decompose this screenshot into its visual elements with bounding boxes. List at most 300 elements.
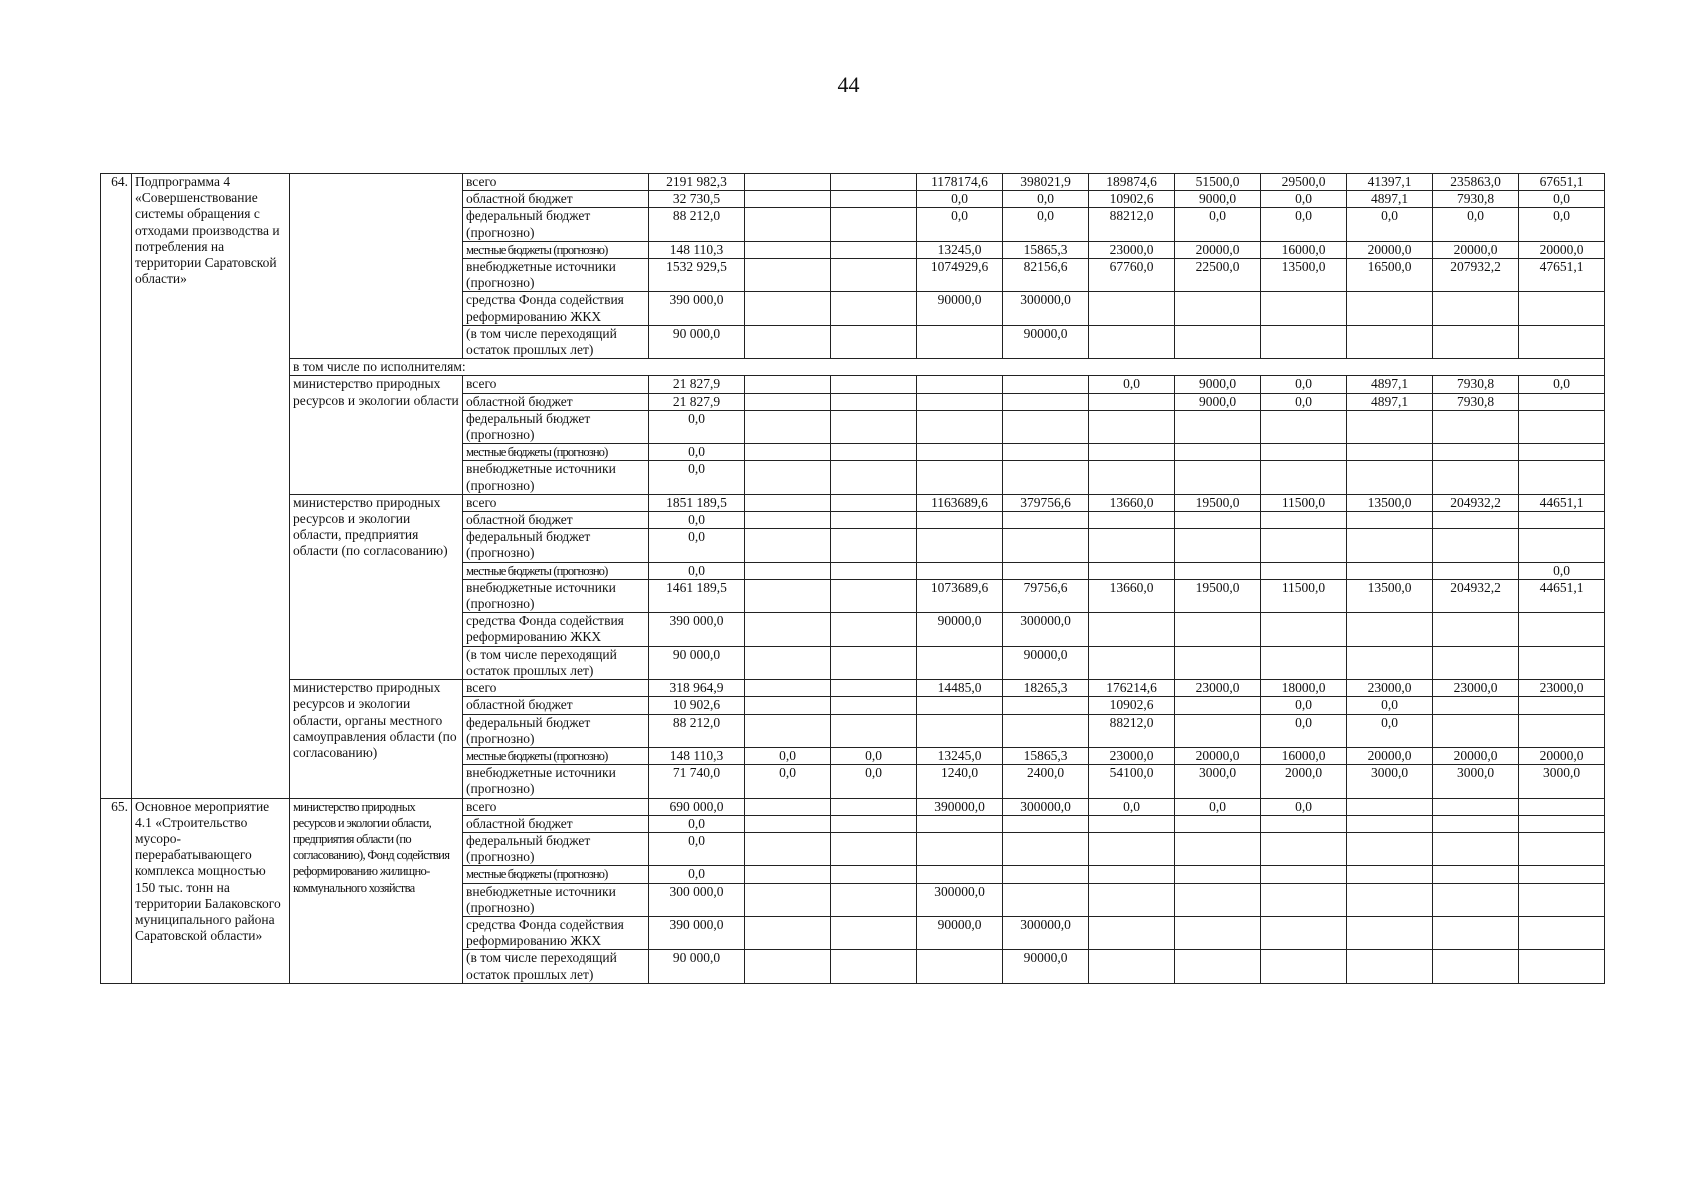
value-cell <box>831 798 917 815</box>
value-cell <box>1089 832 1175 865</box>
value-cell: 90 000,0 <box>649 646 745 679</box>
value-cell: 0,0 <box>1089 798 1175 815</box>
value-cell: 1851 189,5 <box>649 494 745 511</box>
value-cell <box>1261 815 1347 832</box>
value-cell <box>745 461 831 494</box>
value-cell <box>1089 646 1175 679</box>
value-cell <box>1519 512 1605 529</box>
value-cell: 300000,0 <box>1003 613 1089 646</box>
value-cell <box>1433 697 1519 714</box>
value-cell: 390000,0 <box>917 798 1003 815</box>
executor-cell: министерство природных ресурсов и экологии области <box>290 376 463 494</box>
funding-source-cell <box>463 444 649 461</box>
value-cell <box>1261 562 1347 579</box>
funding-source-cell: областной бюджет <box>463 697 649 714</box>
value-cell: 15865,3 <box>1003 241 1089 258</box>
value-cell: 14485,0 <box>917 680 1003 697</box>
value-cell: 390 000,0 <box>649 916 745 949</box>
value-cell <box>745 646 831 679</box>
value-cell <box>917 376 1003 393</box>
value-cell: 20000,0 <box>1433 747 1519 764</box>
value-cell: 9000,0 <box>1175 191 1261 208</box>
value-cell: 0,0 <box>1519 191 1605 208</box>
value-cell: 10 902,6 <box>649 697 745 714</box>
funding-source-cell: (в том числе переходящий остаток прошлых лет) <box>463 646 649 679</box>
value-cell <box>1433 916 1519 949</box>
value-cell: 1073689,6 <box>917 579 1003 612</box>
value-cell: 7930,8 <box>1433 393 1519 410</box>
value-cell: 3000,0 <box>1433 765 1519 798</box>
value-cell <box>831 393 917 410</box>
table-row <box>101 798 1605 815</box>
value-cell: 90000,0 <box>1003 950 1089 983</box>
value-cell <box>1089 613 1175 646</box>
funding-source-cell <box>463 562 649 579</box>
value-cell: 390 000,0 <box>649 292 745 325</box>
value-cell <box>1003 883 1089 916</box>
value-cell: 3000,0 <box>1519 765 1605 798</box>
value-cell <box>745 325 831 358</box>
value-cell <box>1347 562 1433 579</box>
table-row <box>101 359 1605 376</box>
funding-source-cell: федеральный бюджет (прогнозно) <box>463 832 649 865</box>
value-cell: 1532 929,5 <box>649 259 745 292</box>
value-cell <box>917 529 1003 562</box>
value-cell: 88212,0 <box>1089 208 1175 241</box>
value-cell <box>1089 325 1175 358</box>
value-cell: 4897,1 <box>1347 376 1433 393</box>
funding-source-cell: внебюджетные источники (прогнозно) <box>463 579 649 612</box>
value-cell <box>1519 916 1605 949</box>
value-cell <box>1433 613 1519 646</box>
value-cell <box>831 444 917 461</box>
value-cell <box>1175 883 1261 916</box>
value-cell <box>831 950 917 983</box>
value-cell: 20000,0 <box>1175 241 1261 258</box>
value-cell <box>1519 697 1605 714</box>
value-cell: 0,0 <box>1175 208 1261 241</box>
value-cell: 10902,6 <box>1089 697 1175 714</box>
value-cell <box>1433 866 1519 883</box>
value-cell <box>831 613 917 646</box>
value-cell <box>745 529 831 562</box>
value-cell <box>1433 883 1519 916</box>
funding-source-cell: всего <box>463 798 649 815</box>
value-cell <box>1347 950 1433 983</box>
value-cell: 41397,1 <box>1347 174 1433 191</box>
funding-source-cell: средства Фонда содействия реформированию ЖКХ <box>463 916 649 949</box>
value-cell <box>831 646 917 679</box>
value-cell <box>1261 916 1347 949</box>
value-cell <box>1433 529 1519 562</box>
value-cell: 71 740,0 <box>649 765 745 798</box>
value-cell: 204932,2 <box>1433 579 1519 612</box>
value-cell <box>831 410 917 443</box>
value-cell <box>1003 461 1089 494</box>
value-cell: 44651,1 <box>1519 494 1605 511</box>
value-cell <box>1003 832 1089 865</box>
value-cell: 300000,0 <box>1003 798 1089 815</box>
value-cell <box>1089 393 1175 410</box>
value-cell <box>1347 798 1433 815</box>
executor-cell <box>290 174 463 359</box>
value-cell <box>917 444 1003 461</box>
value-cell <box>1519 714 1605 747</box>
value-cell: 0,0 <box>831 765 917 798</box>
value-cell <box>1175 325 1261 358</box>
value-cell <box>1347 815 1433 832</box>
value-cell <box>1175 916 1261 949</box>
value-cell <box>917 461 1003 494</box>
value-cell <box>1089 444 1175 461</box>
value-cell <box>1261 325 1347 358</box>
value-cell <box>1347 325 1433 358</box>
value-cell <box>1261 461 1347 494</box>
funding-source-cell: федеральный бюджет (прогнозно) <box>463 529 649 562</box>
value-cell: 2400,0 <box>1003 765 1089 798</box>
funding-source-cell: областной бюджет <box>463 393 649 410</box>
value-cell <box>745 680 831 697</box>
value-cell <box>745 798 831 815</box>
value-cell: 0,0 <box>649 866 745 883</box>
value-cell <box>1347 529 1433 562</box>
value-cell <box>1433 512 1519 529</box>
value-cell <box>1175 529 1261 562</box>
row-number: 65. <box>101 798 132 983</box>
value-cell <box>1175 461 1261 494</box>
value-cell <box>745 191 831 208</box>
value-cell: 47651,1 <box>1519 259 1605 292</box>
value-cell: 23000,0 <box>1519 680 1605 697</box>
value-cell <box>831 191 917 208</box>
value-cell <box>1347 646 1433 679</box>
table-row <box>101 174 1605 191</box>
value-cell: 13500,0 <box>1347 494 1433 511</box>
table-row <box>101 376 1605 393</box>
value-cell <box>1519 646 1605 679</box>
value-cell <box>1519 950 1605 983</box>
value-cell: 32 730,5 <box>649 191 745 208</box>
funding-source-cell: федеральный бюджет (прогнозно) <box>463 208 649 241</box>
value-cell <box>745 512 831 529</box>
value-cell <box>1433 714 1519 747</box>
value-cell: 90000,0 <box>917 613 1003 646</box>
value-cell <box>1003 714 1089 747</box>
value-cell: 88 212,0 <box>649 208 745 241</box>
value-cell <box>917 325 1003 358</box>
value-cell <box>831 562 917 579</box>
value-cell <box>1347 444 1433 461</box>
value-cell: 398021,9 <box>1003 174 1089 191</box>
value-cell <box>831 241 917 258</box>
value-cell <box>745 866 831 883</box>
funding-source-label: местные бюджеты (прогнозно) <box>466 242 608 257</box>
funding-source-cell: (в том числе переходящий остаток прошлых лет) <box>463 325 649 358</box>
value-cell: 88 212,0 <box>649 714 745 747</box>
value-cell: 4897,1 <box>1347 191 1433 208</box>
value-cell <box>831 292 917 325</box>
value-cell: 23000,0 <box>1089 241 1175 258</box>
value-cell: 0,0 <box>649 512 745 529</box>
value-cell <box>1003 697 1089 714</box>
value-cell <box>1003 393 1089 410</box>
value-cell <box>1261 950 1347 983</box>
value-cell: 1163689,6 <box>917 494 1003 511</box>
value-cell: 0,0 <box>1175 798 1261 815</box>
value-cell <box>831 832 917 865</box>
value-cell <box>831 579 917 612</box>
value-cell <box>1175 292 1261 325</box>
value-cell: 9000,0 <box>1175 376 1261 393</box>
value-cell <box>831 866 917 883</box>
value-cell: 1178174,6 <box>917 174 1003 191</box>
value-cell: 0,0 <box>1003 191 1089 208</box>
value-cell: 0,0 <box>1261 191 1347 208</box>
value-cell <box>745 697 831 714</box>
value-cell: 0,0 <box>1519 376 1605 393</box>
value-cell <box>1089 529 1175 562</box>
value-cell: 0,0 <box>1519 208 1605 241</box>
value-cell <box>1175 815 1261 832</box>
value-cell <box>831 208 917 241</box>
funding-source-cell: средства Фонда содействия реформированию ЖКХ <box>463 292 649 325</box>
value-cell <box>917 697 1003 714</box>
value-cell <box>1519 866 1605 883</box>
value-cell: 0,0 <box>649 815 745 832</box>
value-cell <box>1261 444 1347 461</box>
value-cell <box>831 529 917 562</box>
funding-source-cell <box>463 866 649 883</box>
value-cell <box>1175 562 1261 579</box>
value-cell: 0,0 <box>1347 697 1433 714</box>
value-cell: 0,0 <box>1261 697 1347 714</box>
value-cell <box>745 393 831 410</box>
table-row <box>101 494 1605 511</box>
value-cell: 16000,0 <box>1261 747 1347 764</box>
value-cell <box>1089 292 1175 325</box>
value-cell: 79756,6 <box>1003 579 1089 612</box>
funding-source-cell: всего <box>463 680 649 697</box>
value-cell: 23000,0 <box>1089 747 1175 764</box>
value-cell <box>1433 950 1519 983</box>
value-cell <box>745 613 831 646</box>
value-cell <box>1089 883 1175 916</box>
value-cell <box>1433 292 1519 325</box>
funding-source-cell: областной бюджет <box>463 512 649 529</box>
value-cell: 1240,0 <box>917 765 1003 798</box>
funding-source-cell: (в том числе переходящий остаток прошлых лет) <box>463 950 649 983</box>
value-cell: 176214,6 <box>1089 680 1175 697</box>
value-cell <box>917 410 1003 443</box>
value-cell: 204932,2 <box>1433 494 1519 511</box>
by-executors-label: в том числе по исполнителям: <box>290 359 1605 376</box>
value-cell: 18265,3 <box>1003 680 1089 697</box>
value-cell <box>1261 292 1347 325</box>
value-cell: 29500,0 <box>1261 174 1347 191</box>
value-cell <box>831 916 917 949</box>
value-cell: 20000,0 <box>1433 241 1519 258</box>
value-cell <box>1089 562 1175 579</box>
value-cell: 18000,0 <box>1261 680 1347 697</box>
funding-source-cell: областной бюджет <box>463 191 649 208</box>
value-cell <box>1519 883 1605 916</box>
value-cell <box>917 714 1003 747</box>
value-cell <box>1261 512 1347 529</box>
value-cell: 11500,0 <box>1261 494 1347 511</box>
value-cell: 0,0 <box>745 747 831 764</box>
value-cell: 235863,0 <box>1433 174 1519 191</box>
value-cell: 2000,0 <box>1261 765 1347 798</box>
value-cell <box>1347 613 1433 646</box>
value-cell <box>917 646 1003 679</box>
value-cell: 148 110,3 <box>649 747 745 764</box>
value-cell: 7930,8 <box>1433 191 1519 208</box>
section-title: Подпрограмма 4 «Совершенствование системы обращения с отходами производства и потребления на территории Саратовской области» <box>132 174 290 799</box>
value-cell <box>1175 512 1261 529</box>
value-cell: 13245,0 <box>917 241 1003 258</box>
value-cell: 20000,0 <box>1347 241 1433 258</box>
value-cell <box>745 714 831 747</box>
value-cell <box>1433 444 1519 461</box>
section-title: Основное мероприятие 4.1 «Строительство мусоро-перерабатывающего комплекса мощностью 150 тыс. тонн на территории Балаковского муниципального района Саратовской области» <box>132 798 290 983</box>
value-cell: 0,0 <box>1261 208 1347 241</box>
value-cell: 0,0 <box>917 208 1003 241</box>
value-cell: 20000,0 <box>1519 747 1605 764</box>
funding-source-label: местные бюджеты (прогнозно) <box>466 563 608 578</box>
value-cell <box>1175 950 1261 983</box>
value-cell <box>1175 613 1261 646</box>
value-cell <box>1433 461 1519 494</box>
value-cell <box>1003 562 1089 579</box>
value-cell: 90 000,0 <box>649 325 745 358</box>
value-cell: 21 827,9 <box>649 393 745 410</box>
value-cell: 390 000,0 <box>649 613 745 646</box>
value-cell <box>1519 529 1605 562</box>
value-cell <box>831 512 917 529</box>
value-cell: 0,0 <box>1089 376 1175 393</box>
value-cell <box>1261 883 1347 916</box>
funding-source-label: местные бюджеты (прогнозно) <box>466 748 608 763</box>
value-cell <box>1433 798 1519 815</box>
value-cell <box>1519 461 1605 494</box>
value-cell <box>1003 815 1089 832</box>
value-cell: 20000,0 <box>1175 747 1261 764</box>
value-cell <box>917 393 1003 410</box>
value-cell <box>917 512 1003 529</box>
value-cell <box>1089 512 1175 529</box>
value-cell <box>831 325 917 358</box>
funding-source-cell: федеральный бюджет (прогнозно) <box>463 714 649 747</box>
value-cell: 148 110,3 <box>649 241 745 258</box>
value-cell <box>831 883 917 916</box>
value-cell <box>1175 410 1261 443</box>
value-cell: 44651,1 <box>1519 579 1605 612</box>
value-cell: 0,0 <box>649 562 745 579</box>
value-cell <box>1089 916 1175 949</box>
value-cell: 0,0 <box>1347 714 1433 747</box>
value-cell: 13660,0 <box>1089 494 1175 511</box>
value-cell: 11500,0 <box>1261 579 1347 612</box>
value-cell <box>1433 562 1519 579</box>
value-cell <box>1089 461 1175 494</box>
value-cell: 0,0 <box>745 765 831 798</box>
value-cell: 20000,0 <box>1347 747 1433 764</box>
value-cell <box>745 579 831 612</box>
value-cell <box>1003 512 1089 529</box>
funding-source-cell <box>463 747 649 764</box>
value-cell: 13500,0 <box>1261 259 1347 292</box>
value-cell: 54100,0 <box>1089 765 1175 798</box>
value-cell <box>745 376 831 393</box>
value-cell: 7930,8 <box>1433 376 1519 393</box>
value-cell <box>1261 646 1347 679</box>
value-cell: 23000,0 <box>1175 680 1261 697</box>
value-cell <box>831 815 917 832</box>
value-cell <box>1519 410 1605 443</box>
value-cell: 1461 189,5 <box>649 579 745 612</box>
value-cell <box>1519 393 1605 410</box>
value-cell: 19500,0 <box>1175 579 1261 612</box>
value-cell <box>831 697 917 714</box>
value-cell: 20000,0 <box>1519 241 1605 258</box>
value-cell: 207932,2 <box>1433 259 1519 292</box>
value-cell: 0,0 <box>831 747 917 764</box>
table-row <box>101 680 1605 697</box>
value-cell: 22500,0 <box>1175 259 1261 292</box>
value-cell: 90000,0 <box>917 292 1003 325</box>
value-cell: 0,0 <box>649 410 745 443</box>
value-cell <box>1433 815 1519 832</box>
funding-source-label: местные бюджеты (прогнозно) <box>466 867 608 882</box>
funding-source-cell: средства Фонда содействия реформированию ЖКХ <box>463 613 649 646</box>
value-cell <box>1519 444 1605 461</box>
value-cell <box>831 376 917 393</box>
value-cell: 10902,6 <box>1089 191 1175 208</box>
executor-cell: министерство природных ресурсов и экологии области, предприятия области (по согласованию) <box>290 494 463 679</box>
value-cell <box>1261 866 1347 883</box>
funding-source-cell: федеральный бюджет (прогнозно) <box>463 410 649 443</box>
value-cell: 2191 982,3 <box>649 174 745 191</box>
value-cell <box>1261 410 1347 443</box>
value-cell <box>745 241 831 258</box>
value-cell <box>1519 292 1605 325</box>
funding-source-cell: внебюджетные источники (прогнозно) <box>463 765 649 798</box>
value-cell: 0,0 <box>649 444 745 461</box>
value-cell: 90 000,0 <box>649 950 745 983</box>
value-cell <box>745 494 831 511</box>
value-cell: 16000,0 <box>1261 241 1347 258</box>
value-cell: 88212,0 <box>1089 714 1175 747</box>
value-cell: 0,0 <box>1003 208 1089 241</box>
value-cell: 21 827,9 <box>649 376 745 393</box>
value-cell <box>1433 832 1519 865</box>
value-cell <box>1089 410 1175 443</box>
value-cell <box>745 444 831 461</box>
value-cell <box>1347 866 1433 883</box>
value-cell: 13500,0 <box>1347 579 1433 612</box>
value-cell <box>1175 444 1261 461</box>
value-cell <box>1003 866 1089 883</box>
value-cell: 90000,0 <box>1003 646 1089 679</box>
funding-source-cell: внебюджетные источники (прогнозно) <box>463 883 649 916</box>
value-cell: 690 000,0 <box>649 798 745 815</box>
value-cell <box>1089 815 1175 832</box>
value-cell: 4897,1 <box>1347 393 1433 410</box>
funding-source-cell: всего <box>463 494 649 511</box>
value-cell <box>1347 292 1433 325</box>
value-cell <box>1003 529 1089 562</box>
value-cell <box>1175 866 1261 883</box>
